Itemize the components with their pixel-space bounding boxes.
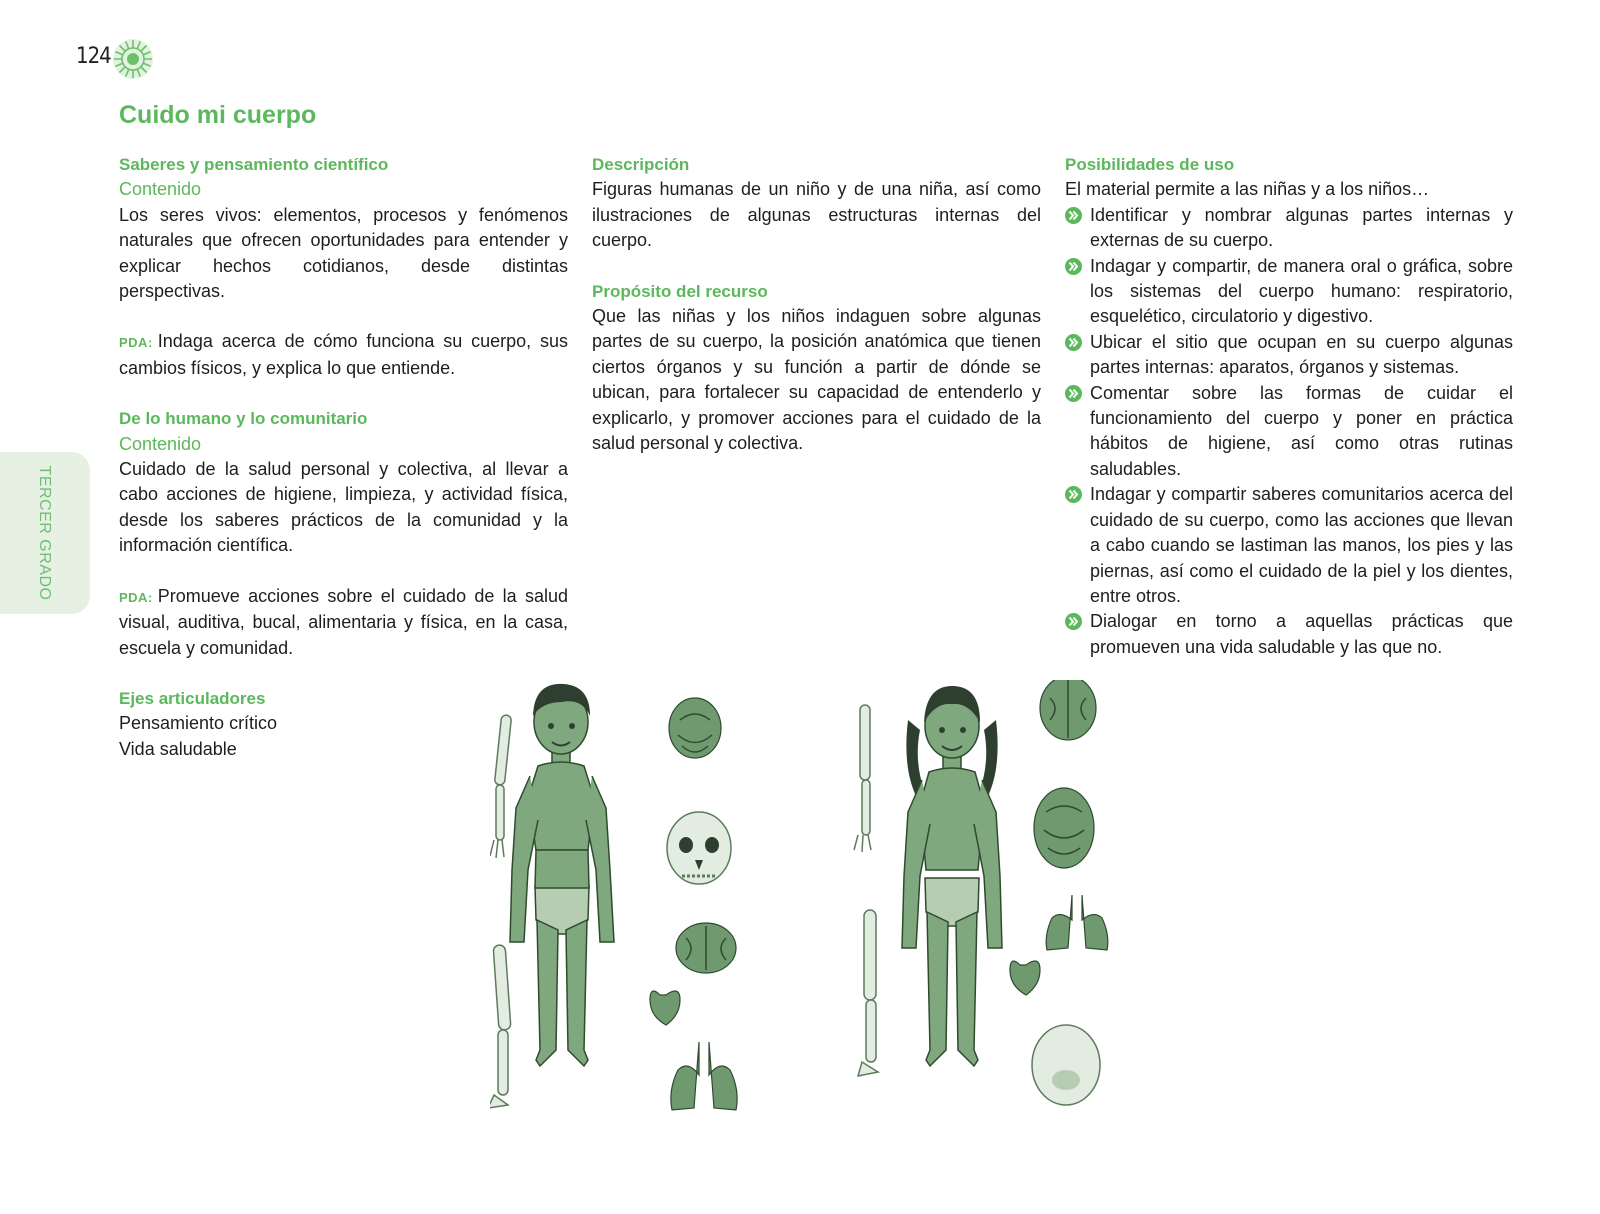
list-item: Indagar y compartir, de manera oral o gráfica, sobre los sistemas del cuerpo humano: respiratorio, esquelético, circulatorio y digestivo. (1065, 254, 1513, 330)
double-chevron-icon (1065, 613, 1082, 630)
arm-bone-icon (490, 715, 512, 858)
page-number: 124 (76, 44, 111, 69)
pda-label: PDA: (119, 335, 153, 351)
section-heading-descripcion: Descripción (592, 155, 690, 174)
skull-icon (1032, 1025, 1100, 1105)
lungs-icon (1046, 895, 1108, 950)
eje-item: Vida saludable (119, 738, 237, 759)
pda-paragraph (119, 329, 568, 381)
column-posibilidades (1065, 152, 1513, 660)
brain-icon (676, 923, 736, 973)
list-item: Identificar y nombrar algunas partes internas y externas de su cuerpo. (1065, 203, 1513, 254)
double-chevron-icon (1065, 385, 1082, 402)
leg-bone-icon (858, 910, 878, 1076)
arm-bone-icon (854, 705, 871, 852)
digestive-system-icon (1034, 788, 1094, 868)
proposito-text: Que las niñas y los niños indaguen sobre algunas partes de su cuerpo, la posición anatómica que tienen ciertos órganos y su función a partir de dónde se ubican, para fortalecer su capacidad de entenderlo y explicarlo, y promover acciones para el cuidado de la salud personal y colectiva. (592, 306, 1041, 454)
list-item: Dialogar en torno a aquellas prácticas que promueven una vida saludable y las que no. (1065, 609, 1513, 660)
pda-text: Indaga acerca de cómo funciona su cuerpo, sus cambios físicos, y explica lo que entiende. (119, 331, 568, 378)
eje-item: Pensamiento crítico (119, 713, 278, 734)
body-figures-illustration (490, 680, 1150, 1140)
list-item: Ubicar el sitio que ocupan en su cuerpo algunas partes internas: aparatos, órganos y sistemas. (1065, 330, 1513, 381)
column-descripcion (592, 152, 1041, 456)
sun-emblem-icon (112, 38, 154, 80)
leg-bone-icon (490, 945, 511, 1108)
boy-figure (510, 684, 614, 1066)
list-item: Comentar sobre las formas de cuidar el funcionamiento del cuerpo y poner en práctica hábitos de higiene, así como otras rutinas saludables. (1065, 381, 1513, 483)
list-item: Indagar y compartir saberes comunitarios acerca del cuidado de su cuerpo, como las acciones que llevan a cabo cuando se lastiman las manos, los pies y las piernas, así como el cuidado de la piel y los dientes, entre otros. (1065, 482, 1513, 609)
posibilidades-list (1065, 203, 1513, 660)
double-chevron-icon (1065, 207, 1082, 224)
double-chevron-icon (1065, 334, 1082, 351)
heart-icon (1010, 961, 1040, 995)
contenido-text: Los seres vivos: elementos, procesos y fenómenos naturales que ofrecen oportunidades para entender y explicar hechos cotidianos, desde distintas perspectivas. (119, 204, 568, 302)
contenido-label: Contenido (119, 433, 202, 454)
contenido-label: Contenido (119, 179, 202, 200)
contenido-text: Cuidado de la salud personal y colectiva, al llevar a cabo acciones de higiene, limpieza, y actividad física, desde los saberes prácticos de la comunidad y la información científica. (119, 459, 568, 556)
section-heading-proposito: Propósito del recurso (592, 281, 768, 301)
column-saberes (119, 152, 568, 762)
heart-icon (650, 991, 680, 1025)
digestive-system-icon (669, 698, 721, 758)
section-heading-saberes: Saberes y pensamiento científico (119, 155, 389, 174)
posibilidades-intro: El material permite a las niñas y a los niños… (1065, 179, 1430, 200)
descripcion-text: Figuras humanas de un niño y de una niña, así como ilustraciones de algunas estructuras internas del cuerpo. (592, 179, 1041, 251)
double-chevron-icon (1065, 258, 1082, 275)
pda-text: Promueve acciones sobre el cuidado de la salud visual, auditiva, bucal, alimentaria y física, en la casa, escuela y comunidad. (119, 585, 568, 658)
section-heading-humano: De lo humano y lo comunitario (119, 409, 368, 429)
page-title: Cuido mi cuerpo (119, 101, 317, 129)
skull-icon (667, 812, 731, 884)
lungs-icon (671, 1042, 737, 1110)
pda-paragraph (119, 584, 568, 661)
grade-side-tab-label: TERCER GRADO (36, 465, 53, 601)
brain-icon (1040, 680, 1096, 740)
pda-label: PDA: (119, 589, 153, 605)
double-chevron-icon (1065, 486, 1082, 503)
girl-figure (902, 686, 1002, 1066)
section-heading-ejes: Ejes articuladores (119, 688, 266, 708)
section-heading-posibilidades: Posibilidades de uso (1065, 155, 1235, 174)
